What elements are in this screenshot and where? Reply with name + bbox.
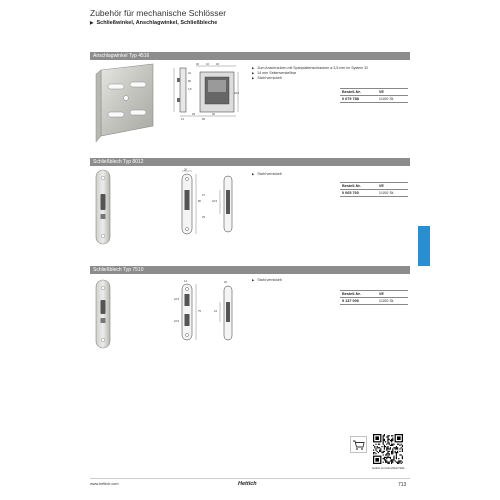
bullet-text: Stahl vernickelt (257, 278, 282, 282)
order-table (340, 290, 408, 305)
order-number: 0 079 788 (340, 96, 377, 103)
list-item (252, 278, 282, 283)
bullet-text: 14 mm Seitenverstellbar (257, 71, 297, 75)
footer-divider (90, 478, 410, 479)
schliessblech-7510-photo (92, 278, 114, 350)
table-header-row (340, 89, 408, 96)
dim-label: 75 (198, 310, 201, 313)
bullet-text: Stahl vernickelt (257, 172, 282, 176)
dim-label: 22,5 (174, 320, 180, 323)
hettich-logo: Hettich (238, 481, 257, 487)
dim-label: 80 (188, 80, 191, 83)
dim-label: 16 (206, 63, 209, 66)
bullet-text: Stahl vernickelt (257, 76, 282, 80)
table-header-row (340, 291, 408, 298)
packing-unit: 1/100 St. (377, 298, 408, 305)
triangle-bullet-icon: ▶ (90, 20, 94, 25)
column-header: Bestell-Nr. (340, 89, 377, 96)
order-table (340, 88, 408, 103)
dim-label: 4,5 (188, 88, 192, 91)
feature-list (252, 278, 282, 283)
schliessblech-8012-photo (92, 168, 114, 246)
section-header-schliessblech-8012: Schließblech Typ 8012 (90, 158, 410, 166)
dim-label: 22,5 (174, 298, 180, 301)
list-item (252, 172, 282, 177)
dim-label: 80 (198, 200, 201, 203)
packing-unit: 1/100 St. (377, 96, 408, 103)
dim-label: 60 (202, 118, 205, 121)
triangle-bullet-icon: ▶ (252, 172, 255, 176)
dim-label: 32,5 (234, 92, 240, 95)
qr-code[interactable] (373, 434, 403, 464)
table-row (340, 96, 408, 103)
chapter-tab[interactable] (418, 226, 430, 266)
table-header-row (340, 183, 408, 190)
order-table (340, 182, 408, 197)
anschlagwinkel-photo (93, 62, 163, 144)
column-header: Bestell-Nr. (340, 291, 377, 298)
section-header-anschlagwinkel: Anschlagwinkel Typ 4516 (90, 52, 410, 60)
dim-label: 32 (216, 63, 219, 66)
dim-label: 24 (188, 72, 191, 75)
table-row (340, 190, 408, 197)
order-number: 9 137 000 (340, 298, 377, 305)
dim-label: 20 (184, 168, 187, 172)
page-subtitle (90, 20, 217, 26)
dim-label: 27 (202, 194, 205, 197)
dim-label: 40 (212, 113, 215, 116)
qr-caption: hettich.com/shortlink/79ab (372, 466, 405, 470)
bullet-text: Zum Anschrauben mit Spanplattenschrauben ø 3,5 mm im System 32 (257, 66, 369, 70)
dim-label: 24 (214, 310, 217, 313)
table-row (340, 298, 408, 305)
anschlagwinkel-drawing (172, 60, 244, 122)
column-header: VE (377, 291, 408, 298)
dim-label: 25 (202, 216, 205, 219)
order-number: 0 065 760 (340, 190, 377, 197)
subtitle-text: Schließwinkel, Anschlagwinkel, Schließbleche (96, 20, 218, 26)
column-header: Bestell-Nr. (340, 183, 377, 190)
dim-label: 32 (196, 63, 199, 66)
schliessblech-7510-drawing (172, 278, 244, 350)
packing-unit: 1/100 St. (377, 190, 408, 197)
list-item (252, 76, 368, 81)
shopping-cart-icon[interactable] (350, 436, 367, 453)
dim-label: 14 (181, 118, 184, 121)
page-number: 713 (398, 482, 407, 488)
column-header: VE (377, 89, 408, 96)
schliessblech-8012-drawing (172, 168, 244, 240)
footer-url[interactable]: www.hettich.com (90, 482, 119, 486)
triangle-bullet-icon: ▶ (252, 278, 255, 282)
column-header: VE (377, 183, 408, 190)
dim-label: 29 (192, 113, 195, 116)
triangle-bullet-icon: ▶ (252, 66, 255, 70)
triangle-bullet-icon: ▶ (252, 76, 255, 80)
feature-list (252, 66, 368, 81)
dim-label: 22,5 (212, 200, 218, 203)
dim-label: 14 (184, 280, 187, 283)
page-title: Zubehör für mechanische Schlösser (90, 8, 227, 18)
section-header-schliessblech-7510: Schließblech Typ 7510 (90, 266, 410, 274)
triangle-bullet-icon: ▶ (252, 71, 255, 75)
feature-list (252, 172, 282, 177)
dim-label: 20 (224, 281, 227, 284)
